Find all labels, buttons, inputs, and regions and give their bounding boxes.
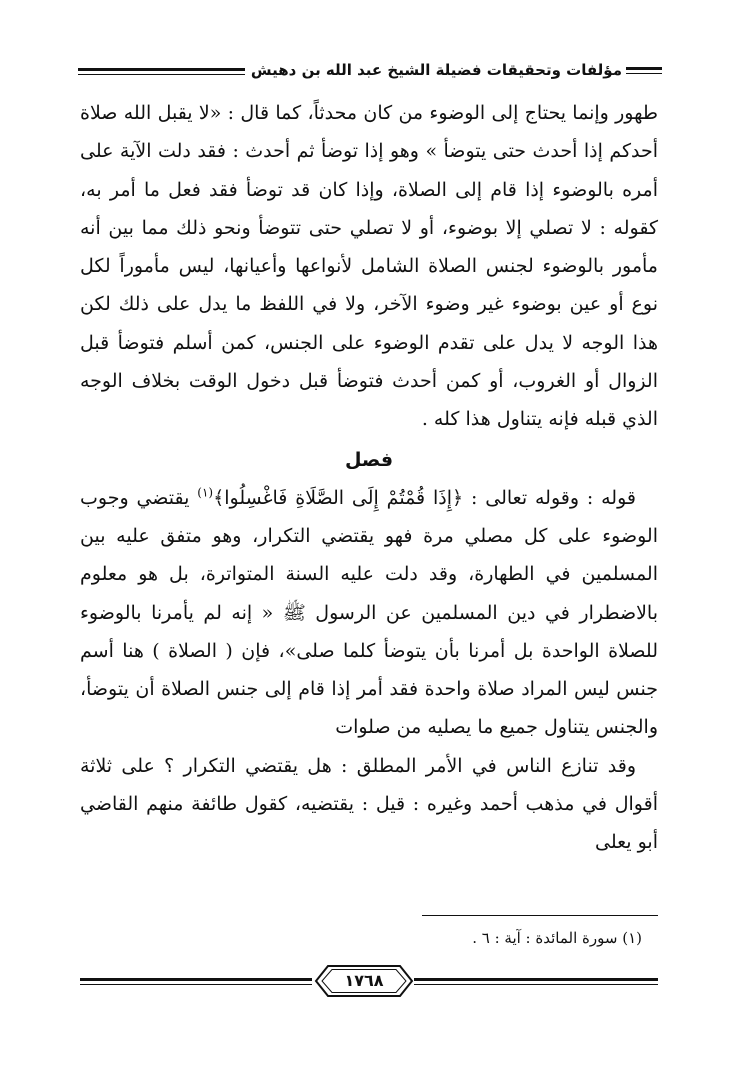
paragraph-2-opening: قوله : وقوله تعالى : ﴿إِذَا قُمْتُمْ إِلَى الصَّلَاةِ فَاغْسِلُوا﴾ bbox=[213, 486, 636, 509]
bottom-rule-left bbox=[80, 978, 312, 985]
footnote-rule bbox=[422, 915, 658, 916]
main-text bbox=[80, 94, 658, 862]
paragraph-2-rest: يقتضي وجوب الوضوء على كل مصلي مرة فهو يقتضي التكرار، وهو متفق عليه بين المسلمين في الطهارة، وقد دلت عليه السنة المتواترة، بل هو معلوم بالاضطرار في دين المسلمين عن الرسول ﷺ « إنه لم يأمرنا بالوضوء للصلاة الواحدة بل أمرنا بأن يتوضأ كلما صلى»، فإن ( الصلاة ) هنا أسم جنس ليس المراد صلاة واحدة فقد أمر إذا قام إلى جنس الصلاة أن يتوضأ، والجنس يتناول جميع ما يصليه من صلوات bbox=[80, 486, 658, 739]
page-number-frame bbox=[314, 964, 414, 998]
footnote: (١) سورة المائدة : آية : ٦ . bbox=[472, 929, 642, 947]
header-dash bbox=[626, 67, 662, 74]
paragraph-3: وقد تنازع الناس في الأمر المطلق : هل يقتضي التكرار ؟ على ثلاثة أقوال في مذهب أحمد وغيره : قيل : يقتضيه، كقول طائفة منهم القاضي أبو يعلى bbox=[80, 754, 658, 854]
running-header bbox=[78, 60, 662, 84]
bottom-rule-right bbox=[414, 978, 658, 985]
section-title: فصل bbox=[344, 448, 394, 471]
header-title: مؤلفات وتحقيقات فضيلة الشيخ عبد الله بن دهيش bbox=[245, 60, 622, 80]
paragraph-2 bbox=[80, 479, 658, 747]
footnote-marker: (١) bbox=[197, 485, 214, 500]
page-number: ١٧٦٨ bbox=[344, 971, 384, 990]
paragraph-1: طهور وإنما يحتاج إلى الوضوء من كان محدثاً، كما قال : «لا يقبل الله صلاة أحدكم إذا أحدث حتى يتوضأ » وهو إذا توضأ ثم أحدث : فقد دلت الآية على أمره بالوضوء إذا قام إلى الصلاة، وإذا كان قد توضأ فقد فعل ما أمر به، كقوله : لا تصلي إلا بوضوء، أو لا تصلي حتى تتوضأ ونحو ذلك مما بين أنه مأمور بالوضوء لجنس الصلاة الشامل لأنواعها وأعيانها، ليس مأموراً لكل نوع أو عين بوضوء غير وضوء الآخر، ولا في اللفظ ما يدل على ذلك لكن هذا الوجه لا يدل على تقدم الوضوء على الجنس، كمن أسلم فتوضأ قبل الزوال أو الغروب، أو كمن أحدث فتوضأ قبل دخول الوقت بخلاف الوجه الذي قبله فإنه يتناول هذا كله . bbox=[80, 102, 658, 431]
